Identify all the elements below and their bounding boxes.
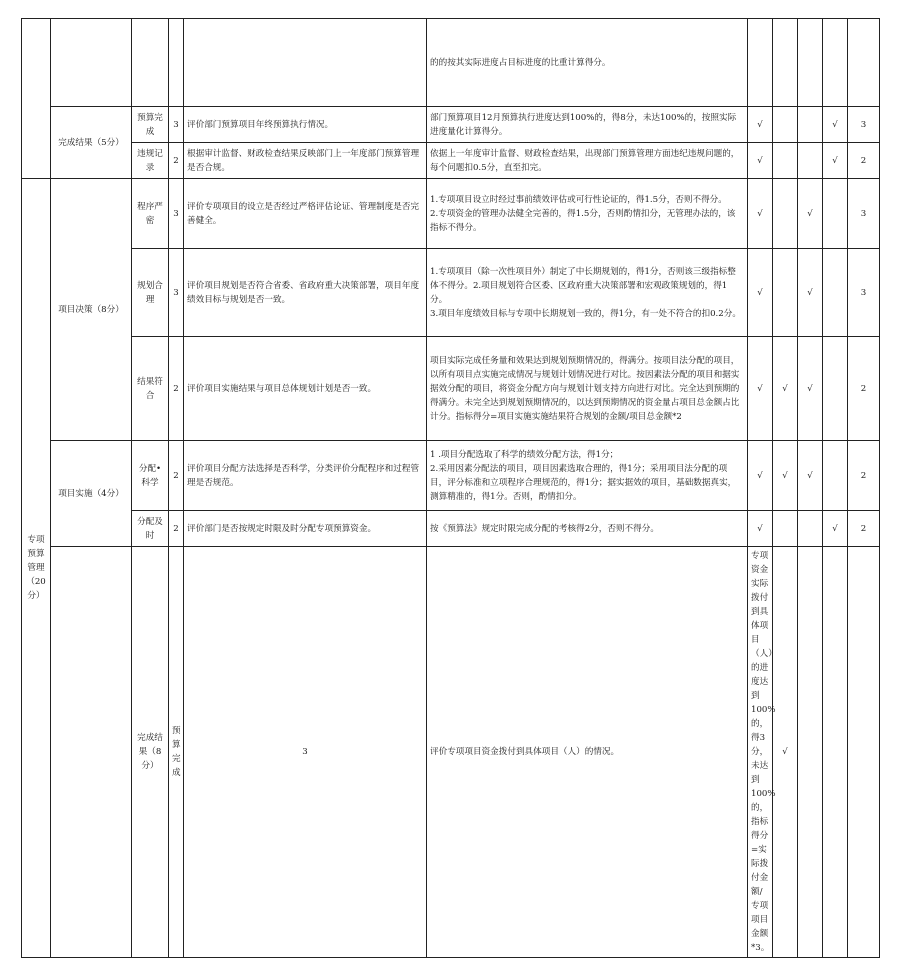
mark-cell: [823, 337, 848, 441]
level3-cell: 规划合理: [132, 249, 169, 337]
check-mark: √: [798, 441, 823, 511]
table-row: [22, 511, 880, 547]
check-mark: √: [748, 179, 773, 249]
mark-cell: [773, 19, 798, 107]
mark-cell: [798, 547, 823, 958]
criteria-cell: 1.专项项目（除一次性项目外）制定了中长期规划的，得1分，否则该三级指标整体不得分。2.项目规划符合区委、区政府重大决策部署和宏观政策规划的，得1分。 3.项目年度绩效目标与专项中长期规划一致的，得1分，有一处不符合的扣0.2分。: [427, 249, 748, 337]
level3-cell: 分配•科学: [132, 441, 169, 511]
description-cell: 评价专项项目的设立是否经过严格评估论证、管理制度是否完善健全。: [184, 179, 427, 249]
criteria-cell: 1 .项目分配选取了科学的绩效分配方法，得1分； 2.采用因素分配法的项目，项目因素选取合理的，得1分；采用项目法分配的项目，评分标准和立项程序合理规范的，得1分；据实据效的项目，基础数据真实，测算精准的，得1分。否则，酌情扣分。: [427, 441, 748, 511]
check-mark: √: [773, 441, 798, 511]
table-row: [22, 19, 880, 107]
table-row: [22, 249, 880, 337]
weight-cell: 2: [169, 337, 184, 441]
score-cell: 2: [848, 143, 880, 179]
mark-cell: [773, 511, 798, 547]
mark-cell: [848, 547, 880, 958]
level3-cell: 预算完成: [132, 107, 169, 143]
mark-cell: [823, 441, 848, 511]
level2-cell: 项目决策（8分）: [51, 179, 132, 441]
weight-cell: 2: [169, 511, 184, 547]
check-mark: √: [748, 143, 773, 179]
level1-cell-empty: [22, 19, 51, 179]
criteria-cell: 部门预算项目12月预算执行进度达到100%的，得8分，未达100%的，按照实际进度量化计算得分。: [427, 107, 748, 143]
score-cell: 2: [848, 337, 880, 441]
table-row: [22, 179, 880, 249]
check-mark: √: [748, 249, 773, 337]
check-mark: √: [823, 143, 848, 179]
check-mark: √: [798, 249, 823, 337]
evaluation-table: [21, 18, 880, 958]
description-cell: 评价项目分配方法选择是否科学，分类评价分配程序和过程管理是否规范。: [184, 441, 427, 511]
check-mark: √: [823, 107, 848, 143]
level2-cell: 完成结果（5分）: [51, 107, 132, 179]
criteria-cell: 1.专项项目设立时经过事前绩效评估或可行性论证的，得1.5分，否则不得分。 2.专项资金的管理办法健全完善的，得1.5分，否则酌情扣分，无管理办法的，该指标不得分。: [427, 179, 748, 249]
level3-cell: 违规记录: [132, 143, 169, 179]
table-row: [22, 337, 880, 441]
description-cell: 评价部门预算项目年终预算执行情况。: [184, 107, 427, 143]
weight-cell-empty: [169, 19, 184, 107]
mark-cell: [823, 547, 848, 958]
check-mark: √: [773, 337, 798, 441]
weight-cell: 3: [184, 547, 427, 958]
description-cell-empty: [184, 19, 427, 107]
mark-cell: [798, 143, 823, 179]
level2-cell-empty: [51, 19, 132, 107]
check-mark: √: [748, 107, 773, 143]
level3-cell: 分配及时: [132, 511, 169, 547]
weight-cell: 3: [169, 249, 184, 337]
score-cell: 3: [848, 179, 880, 249]
check-mark: √: [748, 337, 773, 441]
mark-cell: [798, 511, 823, 547]
description-cell: 评价专项项目资金拨付到具体项目（人）的情况。: [427, 547, 748, 958]
weight-cell: 2: [169, 143, 184, 179]
criteria-cell: 按《预算法》规定时限完成分配的考核得2分，否则不得分。: [427, 511, 748, 547]
description-cell: 评价项目规划是否符合省委、省政府重大决策部署，项目年度绩效目标与规划是否一致。: [184, 249, 427, 337]
level1-cell-empty: [51, 547, 132, 958]
level3-cell: 预算完成: [169, 547, 184, 958]
level3-cell: 结果符合: [132, 337, 169, 441]
table-row: [22, 547, 880, 958]
score-cell: [848, 19, 880, 107]
level3-cell-empty: [132, 19, 169, 107]
score-cell: 3: [848, 107, 880, 143]
criteria-cell: 项目实际完成任务量和效果达到规划预期情况的，得满分。按项目法分配的项目，以所有项目点实施完成情况与规划计划情况进行对比。按因素法分配的项目和据实据效分配的项目，将资金分配方向与规划计划支持方向进行对比。完全达到预期的得满分。未完全达到规划预期情况的，以达到预期情况的资金量占项目总金额占比计分。指标得分=项目实施实施结果符合规划的金额/项目总金额*2: [427, 337, 748, 441]
mark-cell: [798, 19, 823, 107]
level2-cell: 项目实施（4分）: [51, 441, 132, 547]
check-mark: √: [748, 511, 773, 547]
mark-cell: [823, 249, 848, 337]
weight-cell: 3: [169, 179, 184, 249]
criteria-cell: 专项资金实际拨付到具体项目（人）的进度达到100%的，得3分，未达到100%的，指标得分=实际拨付金额/专项项目金额*3。: [748, 547, 773, 958]
mark-cell: [773, 107, 798, 143]
mark-cell: [773, 249, 798, 337]
weight-cell: 3: [169, 107, 184, 143]
description-cell: 评价项目实施结果与项目总体规划计划是否一致。: [184, 337, 427, 441]
description-cell: 根据审计监督、财政检查结果反映部门上一年度部门预算管理是否合规。: [184, 143, 427, 179]
table-row: [22, 107, 880, 143]
mark-cell: [773, 179, 798, 249]
level1-cell: 专项预算管理（20分）: [22, 179, 51, 958]
mark-cell: [798, 107, 823, 143]
score-cell: 2: [848, 511, 880, 547]
criteria-cell: 依据上一年度审计监督、财政检查结果，出现部门预算管理方面违纪违规问题的，每个问题扣0.5分，直至扣完。: [427, 143, 748, 179]
weight-cell: 2: [169, 441, 184, 511]
level3-cell: 程序严密: [132, 179, 169, 249]
score-cell: 2: [848, 441, 880, 511]
description-cell: 评价部门是否按规定时限及时分配专项预算资金。: [184, 511, 427, 547]
mark-cell: [748, 19, 773, 107]
level2-cell: 完成结果（8分）: [132, 547, 169, 958]
mark-cell: [773, 143, 798, 179]
check-mark: √: [748, 441, 773, 511]
check-mark: √: [823, 511, 848, 547]
table-row: [22, 441, 880, 511]
mark-cell: [823, 179, 848, 249]
check-mark: √: [798, 337, 823, 441]
criteria-cell: 的的按其实际进度占目标进度的比重计算得分。: [427, 19, 748, 107]
mark-cell: [823, 19, 848, 107]
check-mark: √: [773, 547, 798, 958]
check-mark: √: [798, 179, 823, 249]
score-cell: 3: [848, 249, 880, 337]
table-row: [22, 143, 880, 179]
